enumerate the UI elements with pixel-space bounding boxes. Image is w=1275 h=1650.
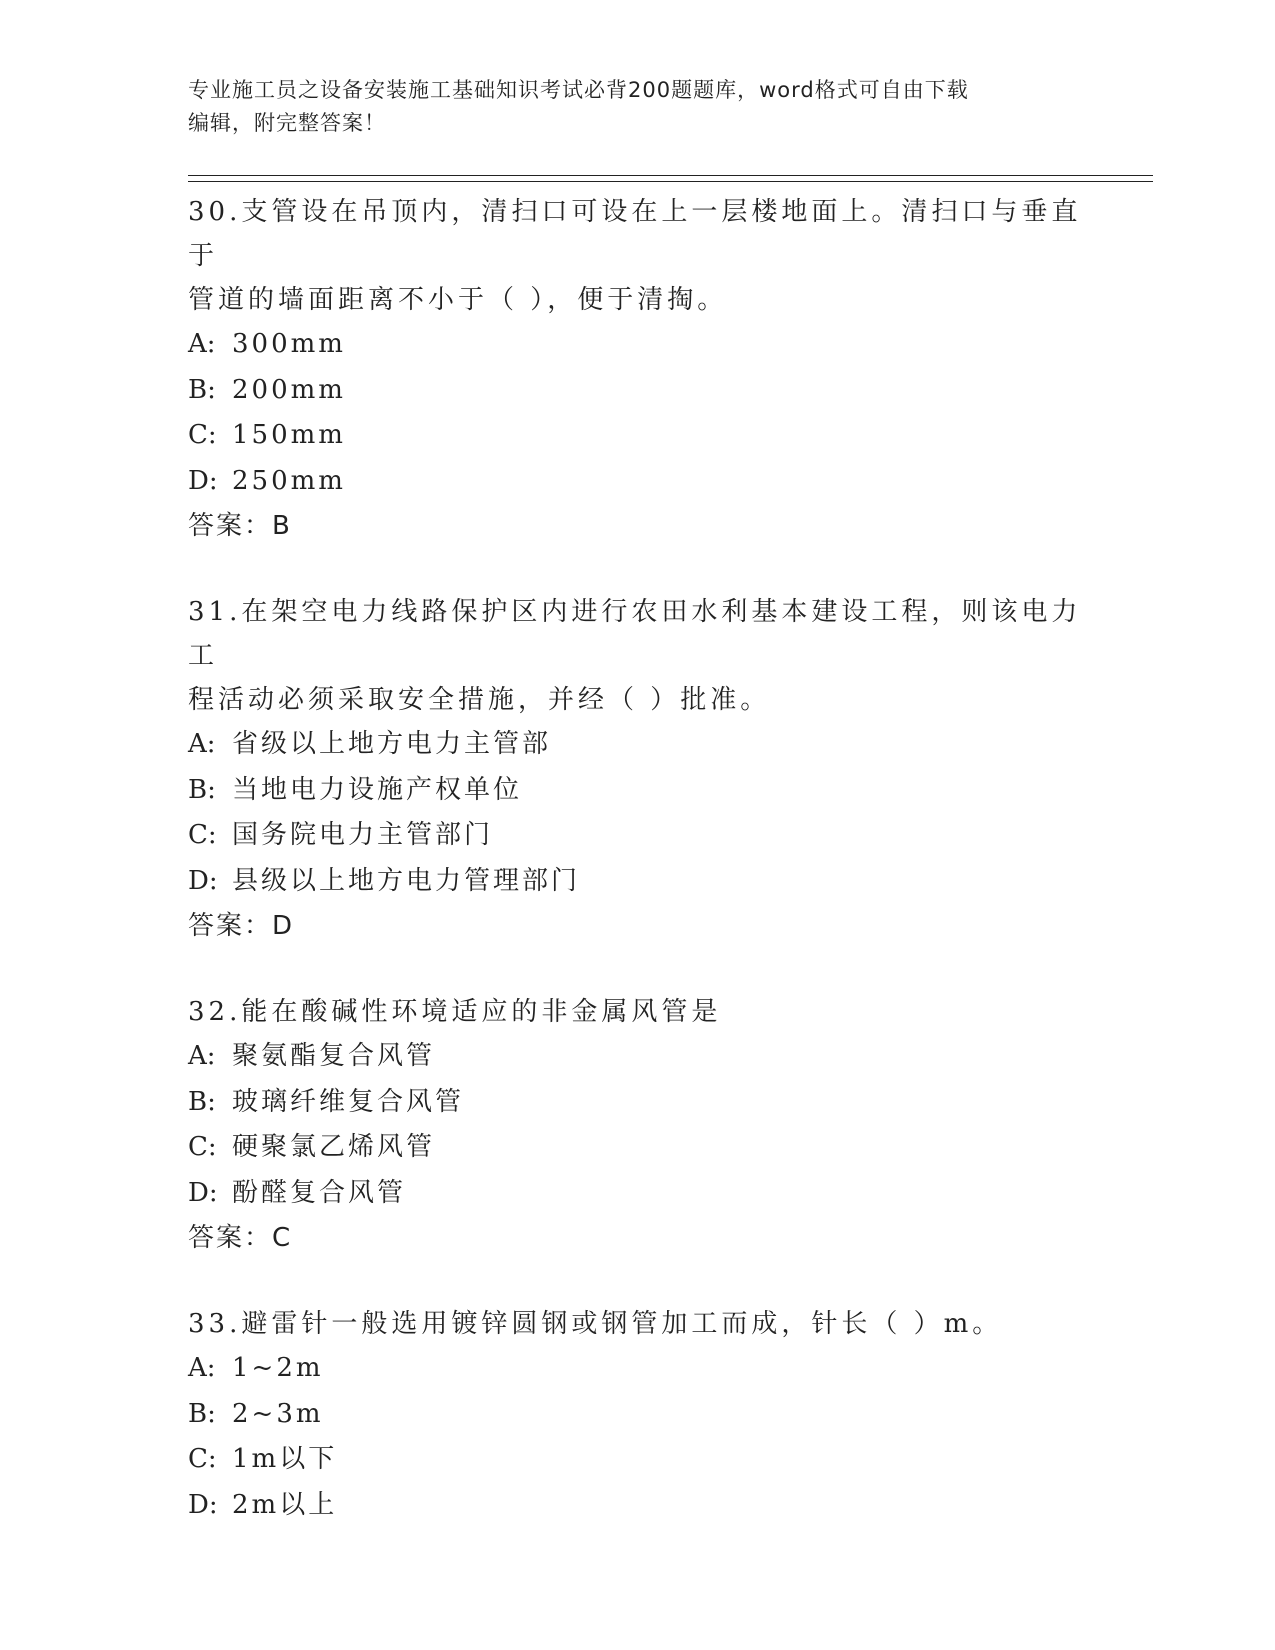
option-text: 200mm — [232, 374, 346, 405]
option-b — [188, 1080, 1088, 1126]
option-d — [188, 1483, 1088, 1529]
header-line-2: 编辑，附完整答案！ — [188, 111, 386, 135]
option-letter: D: — [188, 865, 218, 896]
option-b — [188, 368, 1088, 414]
question-stem-line: 31.在架空电力线路保护区内进行农田水利基本建设工程，则该电力工 — [188, 597, 1082, 671]
option-letter: C: — [188, 420, 217, 450]
header-divider-bottom — [188, 181, 1153, 182]
option-a — [188, 1346, 1088, 1392]
document-header — [188, 74, 1088, 140]
option-text: 聚氨酯复合风管 — [232, 1041, 436, 1071]
option-d — [188, 459, 1088, 505]
option-c — [188, 1125, 1088, 1171]
option-a — [188, 1034, 1088, 1080]
option-c — [188, 413, 1088, 459]
option-text: 150mm — [232, 420, 346, 450]
option-letter: A: — [188, 1353, 216, 1383]
option-text: 250mm — [232, 465, 346, 496]
question-31 — [188, 590, 1088, 948]
option-letter: B: — [188, 1086, 216, 1117]
option-b — [188, 768, 1088, 814]
question-stem-line: 32.能在酸碱性环境适应的非金属风管是 — [188, 997, 722, 1027]
option-c — [188, 813, 1088, 859]
option-text: 酚醛复合风管 — [232, 1177, 407, 1208]
option-text: 2m以上 — [232, 1489, 338, 1520]
option-text: 玻璃纤维复合风管 — [232, 1086, 465, 1117]
option-a — [188, 322, 1088, 368]
option-text: 国务院电力主管部门 — [232, 820, 494, 850]
header-divider-top — [188, 175, 1153, 176]
option-letter: D: — [188, 1177, 218, 1208]
option-letter: C: — [188, 820, 217, 850]
answer-line: 答案：C — [188, 1223, 293, 1253]
option-letter: A: — [188, 329, 216, 359]
answer-line: 答案：D — [188, 911, 295, 941]
option-d — [188, 1171, 1088, 1217]
header-line-1: 专业施工员之设备安装施工基础知识考试必背200题题库，word格式可自由下载 — [188, 78, 969, 102]
option-letter: B: — [188, 774, 216, 805]
option-letter: A: — [188, 1041, 216, 1071]
question-32 — [188, 990, 1088, 1260]
question-stem-line: 30.支管设在吊顶内，清扫口可设在上一层楼地面上。清扫口与垂直于 — [188, 197, 1082, 271]
option-text: 1m以下 — [232, 1444, 338, 1474]
question-30 — [188, 190, 1088, 548]
option-text: 县级以上地方电力管理部门 — [232, 865, 581, 896]
option-text: 1~2m — [232, 1353, 324, 1383]
question-list — [188, 190, 1088, 1570]
option-letter: B: — [188, 374, 216, 405]
question-33 — [188, 1302, 1088, 1528]
option-text: 2~3m — [232, 1398, 324, 1429]
option-c — [188, 1437, 1088, 1483]
option-letter: C: — [188, 1132, 217, 1162]
option-letter: A: — [188, 729, 216, 759]
option-a — [188, 722, 1088, 768]
option-text: 当地电力设施产权单位 — [232, 774, 523, 805]
option-text: 省级以上地方电力主管部 — [232, 729, 552, 759]
option-letter: B: — [188, 1398, 216, 1429]
option-letter: D: — [188, 1489, 218, 1520]
question-stem-line: 33.避雷针一般选用镀锌圆钢或钢管加工而成，针长（ ）m。 — [188, 1309, 1003, 1339]
question-stem-line: 管道的墙面距离不小于（ ），便于清掏。 — [188, 285, 728, 315]
option-letter: D: — [188, 465, 218, 496]
answer-line: 答案：B — [188, 511, 292, 541]
option-text: 硬聚氯乙烯风管 — [232, 1132, 436, 1162]
option-text: 300mm — [232, 329, 346, 359]
option-d — [188, 859, 1088, 905]
question-stem-line: 程活动必须采取安全措施，并经（ ）批准。 — [188, 685, 771, 715]
option-letter: C: — [188, 1444, 217, 1474]
option-b — [188, 1392, 1088, 1438]
